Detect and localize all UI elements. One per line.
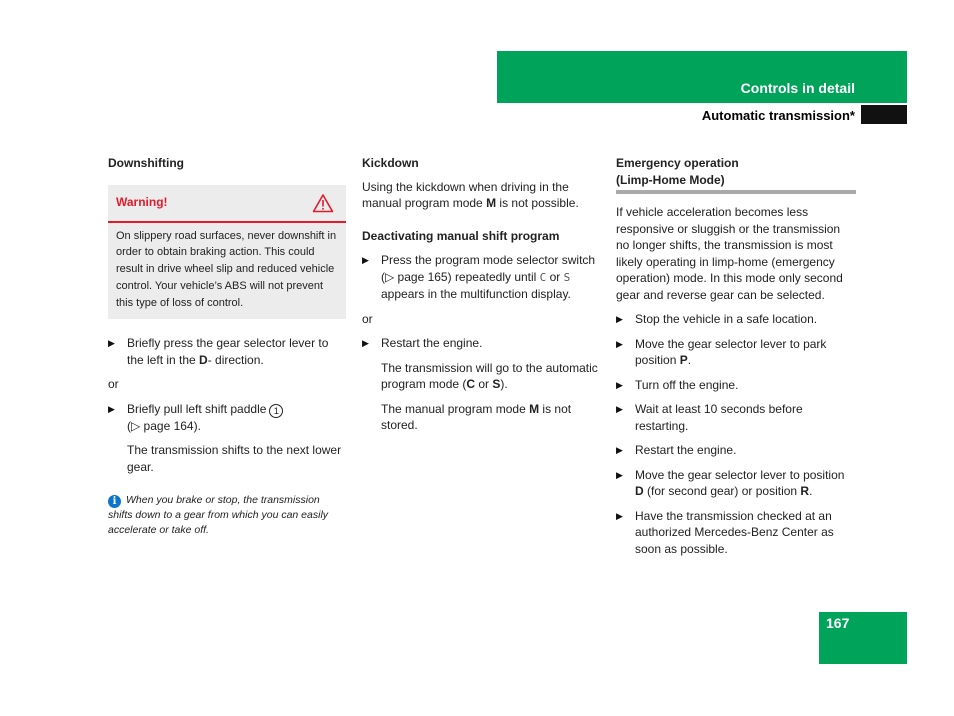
bullet-icon: ▶: [616, 338, 623, 349]
list-item: ▶ Turn off the engine.: [616, 377, 739, 392]
list-item: ▶ Have the transmission checked at an authorized Mercedes-Benz Center as soon as possible.: [616, 508, 834, 556]
list-item: ▶ Restart the engine.: [616, 443, 737, 457]
column-emergency: [616, 155, 856, 557]
info-icon: i: [108, 495, 121, 508]
or-text: or: [362, 311, 373, 326]
warning-text: On slippery road surfaces, never downshift in order to obtain braking action. This could result in drive wheel slip and reduced vehicle control. Your vehicle’s ABS will not prevent this type of loss of control.: [116, 229, 337, 309]
page-number: 167: [826, 615, 850, 631]
bullet-icon: ▶: [616, 510, 623, 521]
bullet-icon: ▶: [616, 404, 623, 414]
kickdown-heading: Kickdown: [362, 156, 419, 170]
list-item: ▶ Briefly pull left shift paddle 1 (▷ page 164).: [108, 401, 346, 435]
warning-triangle-icon: [312, 193, 334, 213]
section-tab: [861, 105, 907, 124]
deactivating-heading: Deactivating manual shift program: [362, 228, 560, 243]
result-text: The manual program mode M is not stored.: [381, 401, 572, 432]
result-text: The transmission will go to the automatic program mode (C or S).: [381, 360, 598, 391]
bullet-icon: ▶: [362, 255, 369, 265]
column-downshifting: [108, 155, 346, 538]
bullet-icon: ▶: [362, 338, 369, 348]
list-item: ▶ Press the program mode selector switch (▷ page 165) repeatedly until C or S appears in the multifunction display.: [362, 253, 596, 301]
warning-box: [108, 185, 346, 320]
bullet-icon: ▶: [108, 403, 115, 414]
result-text: The transmission shifts to the next lower gear.: [127, 443, 342, 474]
list-item: ▶ Move the gear selector lever to position D (for second gear) or position R.: [616, 467, 845, 498]
downshifting-heading: Downshifting: [108, 156, 184, 170]
emergency-heading: Emergency operation (Limp-Home Mode): [616, 155, 856, 194]
bullet-icon: ▶: [108, 338, 115, 349]
warning-title: Warning!: [116, 195, 168, 210]
bullet-icon: ▶: [616, 445, 623, 455]
section-title: Controls in detail: [740, 80, 855, 96]
paddle-number: 1: [269, 404, 283, 418]
emergency-text: If vehicle acceleration becomes less responsive or sluggish or the transmission no longer shifts, the transmission is most likely operating in limp-home (emergency operation) mode. In this mode only second gear and reverse gear can be selected.: [616, 205, 843, 302]
list-item: ▶ Briefly press the gear selector lever to the left in the D- direction.: [108, 336, 329, 367]
list-item: ▶ Restart the engine.: [362, 336, 483, 350]
kickdown-text: Using the kickdown when driving in the manual program mode M is not possible.: [362, 179, 579, 210]
info-note: i When you brake or stop, the transmission shifts down to a gear from which you can easily accelerate or take off.: [108, 494, 329, 537]
list-item: ▶ Move the gear selector lever to park position P.: [616, 336, 827, 367]
list-item: ▶ Wait at least 10 seconds before restarting.: [616, 402, 803, 433]
column-kickdown: [362, 155, 602, 434]
bullet-icon: ▶: [616, 469, 623, 480]
bullet-icon: ▶: [616, 314, 623, 324]
subsection-title: Automatic transmission*: [701, 108, 855, 123]
or-text: or: [108, 377, 119, 392]
list-item: ▶ Stop the vehicle in a safe location.: [616, 312, 818, 326]
bullet-icon: ▶: [616, 379, 623, 390]
